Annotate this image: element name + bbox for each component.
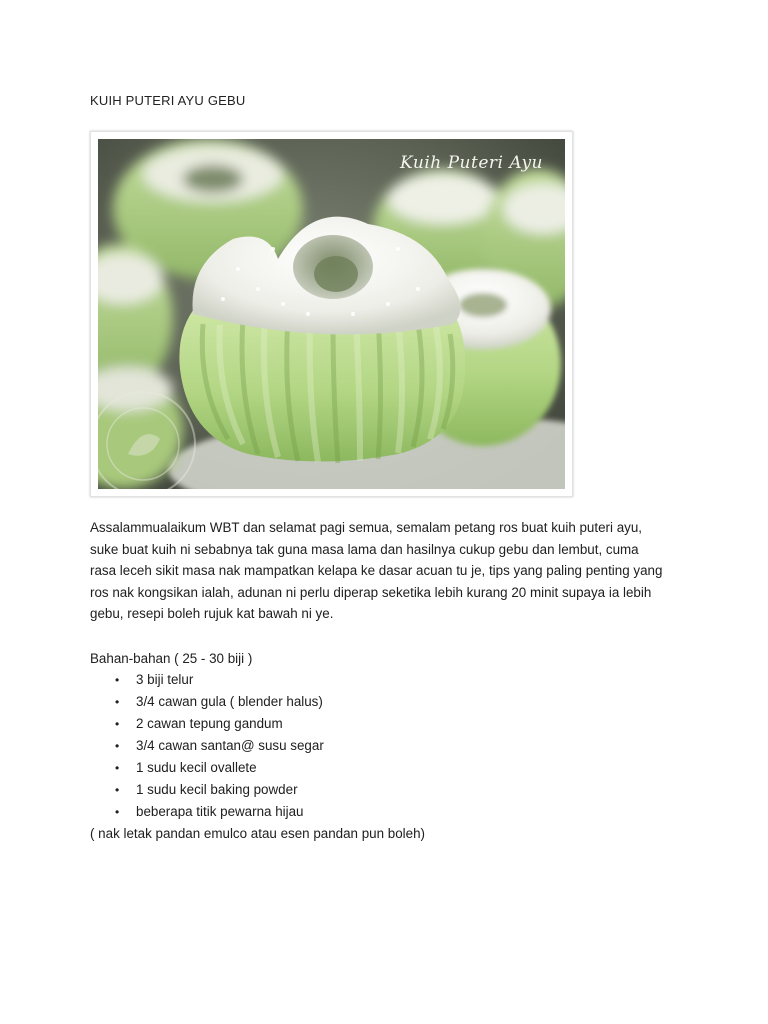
ingredient-text: 2 cawan tepung gandum [136,716,283,731]
ingredient-text: 3 biji telur [136,672,194,687]
ingredient-text: 3/4 cawan santan@ susu segar [136,738,324,753]
bullet-icon: • [115,673,120,687]
ingredient-text: 3/4 cawan gula ( blender halus) [136,694,323,709]
ingredients-heading: Bahan-bahan ( 25 - 30 biji ) [90,651,253,666]
kuih-photo [98,139,565,489]
photo-frame [90,131,573,497]
ingredient-text: 1 sudu kecil baking powder [136,782,298,797]
bullet-icon: • [115,805,120,819]
bullet-icon: • [115,695,120,709]
bullet-icon: • [115,717,120,731]
intro-paragraph: Assalammualaikum WBT dan selamat pagi semua, semalam petang ros buat kuih puteri ayu, suke buat kuih ni sebabnya tak guna masa lama dan hasilnya cukup gebu dan lembut, cuma rasa leceh sikit masa nak mampatkan kelapa ke dasar acuan tu je, tips yang paling penting yang ros nak kongsikan ialah, adunan ni perlu diperap seketika lebih kurang 20 minit supaya ia lebih gebu, resepi boleh rujuk kat bawah ni ye. [90,520,663,621]
ingredient-note: ( nak letak pandan emulco atau esen pandan pun boleh) [90,826,426,841]
bullet-icon: • [115,783,120,797]
photo-caption: Kuih Puteri Ayu [400,153,543,173]
kuih-photo-illustration [98,139,565,489]
bullet-icon: • [115,761,120,775]
ingredient-text: 1 sudu kecil ovallete [136,760,257,775]
document-title: KUIH PUTERI AYU GEBU [90,93,246,108]
bullet-icon: • [115,739,120,753]
ingredient-text: beberapa titik pewarna hijau [136,804,304,819]
